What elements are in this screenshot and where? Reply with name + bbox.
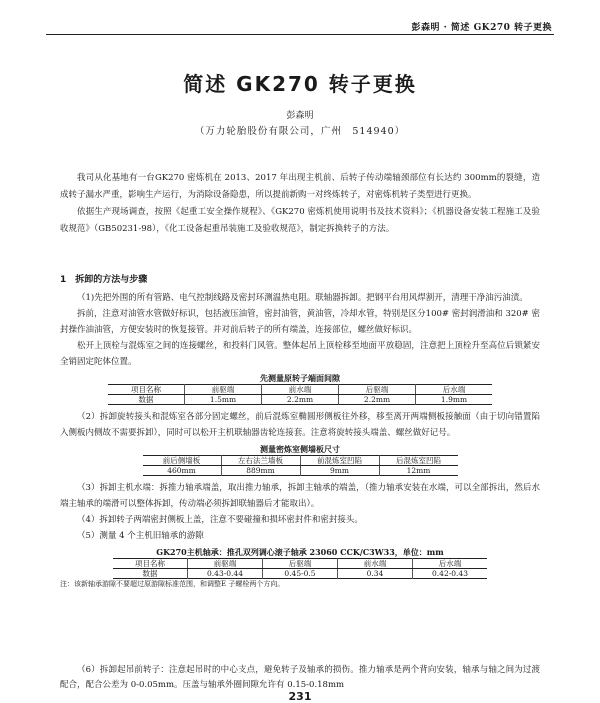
table-cell: 889mm — [221, 466, 300, 476]
table-cell: 2.2mm — [339, 395, 416, 405]
table-header: 前混炼室凹陷 — [300, 456, 379, 466]
page-number: 231 — [288, 690, 312, 703]
final-paragraph — [60, 663, 540, 693]
table-header: 后驱端 — [263, 559, 338, 569]
table-cell: 9mm — [300, 466, 379, 476]
table-3-caption: GK270主机轴承：推孔双列调心滚子轴承 23060 CCK/C3W33，单位：mm — [156, 547, 444, 557]
table-header: 前水端 — [262, 385, 339, 395]
body-para: （1)先把外围的所有管路、电气控制线路及密封环测温热电阻。联轴器拆卸。把钢平台用风焊割开，清理干净油污油渍。 — [77, 293, 528, 303]
table-header: 后水端 — [413, 559, 488, 569]
table-header: 前后侧墙板 — [143, 456, 222, 466]
table-header: 前驱端 — [188, 559, 263, 569]
table-header: 项目名称 — [108, 385, 185, 395]
abstract — [60, 170, 540, 238]
table-cell: 0.45-0.5 — [263, 569, 338, 579]
article-title: 简述 GK270 转子更换 — [183, 72, 417, 96]
section-1 — [60, 272, 540, 589]
table-cell: 1.5mm — [185, 395, 262, 405]
table-header: 后驱端 — [339, 385, 416, 395]
body-para: （6）拆卸起吊前转子：注意起吊时的中心支点，避免转子及轴承的损伤。推力轴承是两个背向安装，轴承与轴之间为过渡配合，配合公差为 0-0.05mm。压盖与轴承外圈间隙允许有 0.15-0.18mm — [60, 665, 540, 690]
table-1 — [108, 384, 492, 405]
table-2 — [143, 455, 458, 476]
body-para: （2）拆卸旋转接头和混炼室各部分固定螺丝，前后混炼室椭圆形侧板往外移，移至离开两端侧板接触面（由于切向错置陷入侧板内侧故不需要拆卸），同时可以松开主机联轴器齿轮连接套。注意将旋转接头端盖、螺丝做好记号。 — [60, 412, 540, 438]
section-1-title: 1 拆卸的方法与步骤 — [60, 275, 148, 285]
table-cell: 0.43-0.44 — [188, 569, 263, 579]
body-para: （3）拆卸主机水端：拆推力轴承端盖，取出推力轴承，拆卸主轴承的端盖，（推力轴承安装在水端，可以全部拆出，然后水端主轴承的端滑可以整体拆卸，传动端必须拆卸联轴器后才能取出）。 — [60, 483, 540, 509]
table-header: 后水端 — [416, 385, 493, 395]
table-cell: 0.42-0.43 — [413, 569, 488, 579]
affiliation: （万力轮胎股份有限公司，广州 514940） — [194, 126, 406, 137]
body-para: （4）拆卸转子两端密封侧板上盖，注意不要碰撞和损坏密封件和密封接头。 — [77, 515, 363, 525]
table-2-caption: 测量密炼室侧墙板尺寸 — [260, 444, 340, 454]
table-cell: 460mm — [167, 466, 196, 475]
running-head: 彭森明 · 简述 GK270 转子更换 — [411, 23, 552, 33]
body-para: 松开上顶栓与混炼室之间的连接螺丝，和投料门风管。整体起吊上顶栓移至地面平放稳固，注意把上顶栓升至高位后锁紧安全销固定陀体位置。 — [60, 341, 540, 367]
body-para: （5）测量 4 个主机旧轴承的游隙 — [77, 531, 204, 541]
table-cell: 数据 — [142, 569, 158, 578]
abstract-para-1: 我司从化基地有一台GK270 密炼机在 2013、2017 年出现主机前、后转子传动端轴颈部位有长达约 300mm的裂缝，造成转子漏水严重，影响生产运行，为消除设备隐患，所以提前新购一对终炼转子，对密炼机转子类型进行更换。 — [60, 173, 540, 200]
table-3 — [113, 558, 487, 579]
body-para: 拆前，注意对油管水管做好标识，包括液压油管，密封油管，黄油管，冷却水管，特别是区分100# 密封润滑油和 320# 密封操作油油管，方便安装时的恢复接管。并对前后转子的所有端盖，连接部位，螺丝做好标识。 — [60, 309, 540, 335]
table-1-caption: 先测量原转子端面间隙 — [260, 373, 340, 383]
table-header: 前水端 — [338, 559, 413, 569]
table-header: 后混炼室凹陷 — [379, 456, 458, 466]
table-cell: 12mm — [379, 466, 458, 476]
table-cell: 2.2mm — [262, 395, 339, 405]
table-cell: 1.9mm — [416, 395, 493, 405]
table-header: 前驱端 — [185, 385, 262, 395]
table-3-note: 注：该新轴承游隙不要超过原游隙标准范围，和调整E 子螺栓两个方向。 — [60, 580, 285, 588]
table-header: 左右法兰墙板 — [221, 456, 300, 466]
header-rule — [46, 34, 554, 35]
table-cell: 0.34 — [338, 569, 413, 579]
abstract-para-2: 依据生产现场调查，按照《起重工安全操作规程》、《GK270 密炼机使用说明书及技术资料》；《机器设备安装工程施工及验收规范》（GB50231-98），《化工设备起重吊装施工及验收规范》，制定拆换转子的方法。 — [60, 207, 540, 234]
table-header: 项目名称 — [113, 559, 188, 569]
table-cell: 数据 — [138, 395, 154, 404]
author: 彭森明 — [286, 111, 314, 121]
